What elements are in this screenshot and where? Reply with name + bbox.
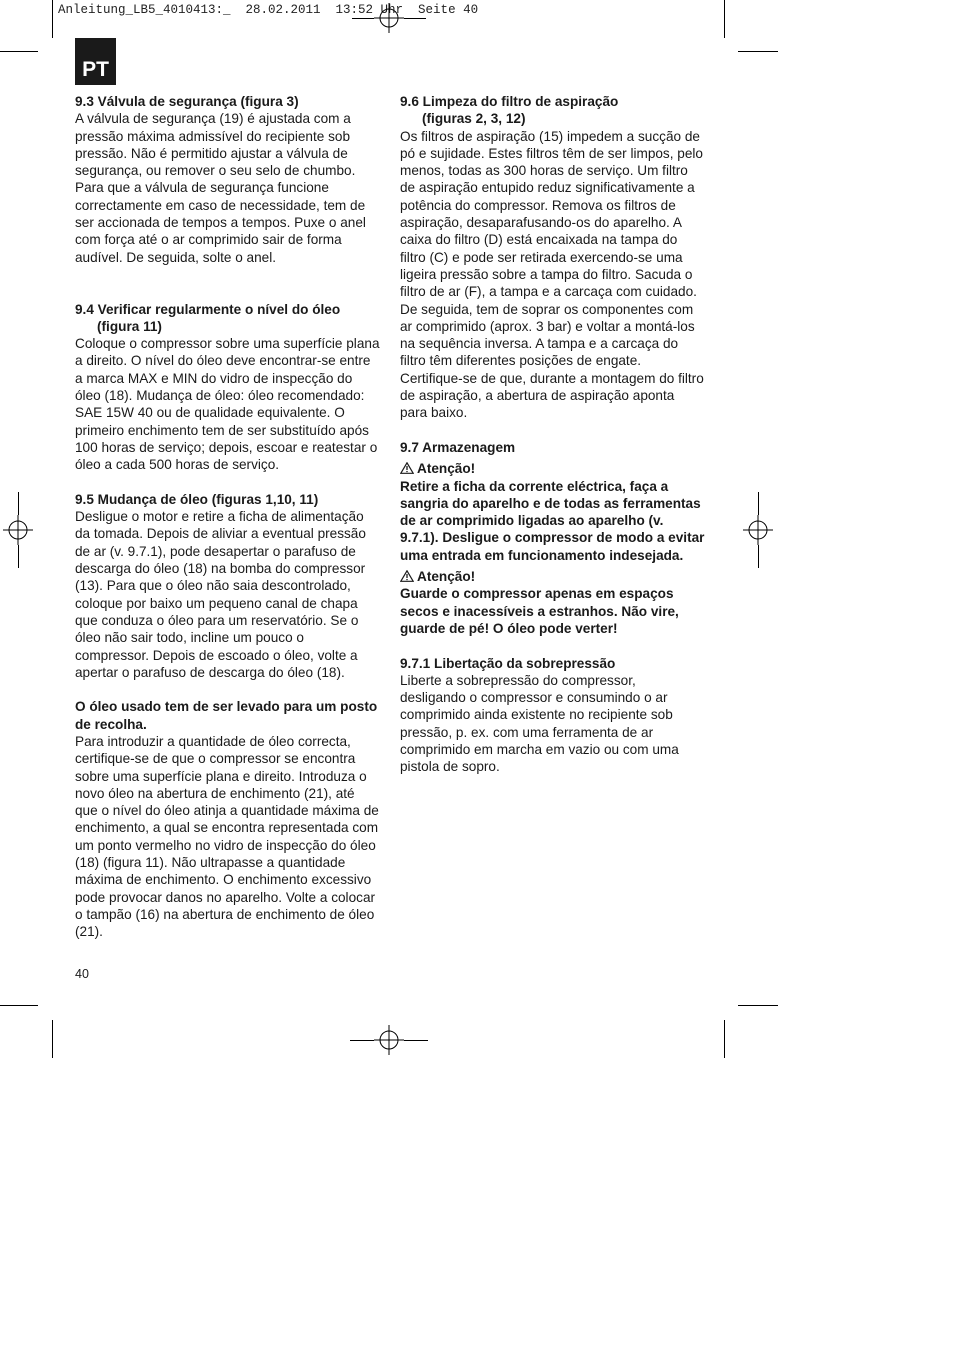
used-oil-notice: O óleo usado tem de ser levado para um posto de recolha. — [75, 699, 378, 732]
section-9-7-1-body: Liberte a sobrepressão do compressor, desligando o compressor e consumindo o ar comprimido ainda existente no recipiente sob pressão, p. ex. com uma ferramenta de ar comprimido em marcha em vazio ou com uma pistola de sopro. — [400, 672, 679, 775]
registration-line-top-right — [404, 18, 426, 19]
section-9-6-title — [400, 93, 705, 128]
section-9-6-body: Os filtros de aspiração (15) impedem a sucção de pó e sujidade. Estes filtros têm de ser limpos, pelo menos, todas as 300 horas de serviço. Um filtro de aspiração entupido reduz significativamente a potência do compressor. Remova os filtros de aspiração, desaparafusando-os do aparelho. A caixa do filtro (D) está encaixada na tampa do filtro (C) e pode ser retirada exercendo-se uma ligeira pressão sobre a tampa do filtro. Sacuda o filtro de ar (F), a tampa e a carcaça com cuidado. De seguida, tem de soprar os componentes com ar comprimido (aprox. 3 bar) e voltar a montá-los na sequência inversa. A tampa e a carcaça do filtro têm diferentes posições de engate. Certifique-se de que, durante a montagem do filtro de aspiração, a abertura de aspiração aponta para baixo. — [400, 128, 704, 421]
registration-line-left-v2 — [18, 545, 19, 568]
warning-1-label-text: Atenção! — [417, 461, 476, 477]
warning-1-label — [400, 460, 705, 477]
registration-line-bottom-right — [404, 1040, 428, 1041]
crop-mark-tl-v — [52, 0, 53, 38]
section-9-4-title-line2: (figura 11) — [97, 318, 162, 334]
section-9-5-body: Desligue o motor e retire a ficha de alimentação da tomada. Depois de aliviar a eventual pressão de ar (v. 9.7.1), pode desapertar o parafuso de descarga do óleo (18) na bomba do compressor (13). Para que o óleo não saia descontrolado, coloque por baixo um pequeno canal de chapa que conduza o óleo para um reservatório. Se o óleo não sair todo, incline um pouco o compressor. Depois de escoado o óleo, volte a apertar o parafuso de descarga do óleo (18). — [75, 509, 366, 680]
section-9-7-title: 9.7 Armazenagem — [400, 439, 516, 455]
warning-2-body: Guarde o compressor apenas em espaços secos e inacessíveis a estranhos. Não vire, guarde de pé! O óleo pode verter! — [400, 586, 679, 636]
crop-mark-tr-h — [738, 51, 778, 52]
section-9-6-title-line1: 9.6 Limpeza do filtro de aspiração — [400, 94, 619, 109]
crop-mark-tl-h — [0, 51, 38, 52]
warning-triangle-icon — [400, 570, 414, 582]
registration-line-bottom-left — [350, 1040, 374, 1041]
right-column — [400, 93, 705, 776]
section-9-6-title-line2: (figuras 2, 3, 12) — [422, 111, 526, 127]
registration-mark-bottom-icon — [374, 1025, 404, 1055]
warning-2-label-text: Atenção! — [417, 569, 476, 585]
registration-line-left-v — [18, 492, 19, 515]
crop-mark-tr-v — [724, 0, 725, 38]
section-9-4-title — [75, 301, 380, 336]
section-9-7-1-title: 9.7.1 Libertação da sobrepressão — [400, 655, 616, 671]
language-badge: PT — [75, 38, 116, 85]
crop-mark-br-h — [738, 1005, 778, 1006]
page-number: 40 — [75, 967, 89, 981]
registration-line-right-v — [758, 492, 759, 515]
print-slug: Anleitung_LB5_4010413:_ 28.02.2011 13:52 Uhr Seite 40 — [58, 3, 479, 17]
section-9-3-body: A válvula de segurança (19) é ajustada com a pressão máxima admissível do recipiente sob pressão. Não é permitido ajustar a válvula de segurança, ou remover o seu selo de chumbo. Para que a válvula de segurança funcione correctamente em caso de necessidade, tem de ser accionada de tempos a tempos. Puxe o anel com força até o ar comprimido sair de forma audível. De seguida, solte o anel. — [75, 111, 366, 265]
crop-mark-bl-h — [0, 1005, 38, 1006]
registration-mark-top-icon — [374, 3, 404, 33]
used-oil-body: Para introduzir a quantidade de óleo correcta, certifique-se de que o compressor se encontra sobre uma superfície plana e direito. Introduza o novo óleo na abertura de enchimento (21), até que o nível do óleo atinja a quantidade máxima de enchimento, a qual se encontra representada com um ponto vermelho no vidro de inspecção do óleo (18) (figura 11). Não ultrapasse a quantidade máxima de enchimento. O enchimento excessivo pode provocar danos no aparelho. Volte a colocar o tampão (16) na abertura de enchimento de óleo (21). — [75, 733, 379, 940]
registration-mark-left-icon — [3, 515, 33, 545]
crop-mark-bl-v — [52, 1020, 53, 1058]
section-9-5-title: 9.5 Mudança de óleo (figuras 1,10, 11) — [75, 491, 319, 507]
warning-2-label — [400, 568, 705, 585]
left-column — [75, 93, 380, 941]
registration-line-top-left — [352, 18, 374, 19]
section-9-3-title: 9.3 Válvula de segurança (figura 3) — [75, 94, 299, 109]
registration-mark-right-icon — [743, 515, 773, 545]
warning-triangle-icon — [400, 462, 414, 474]
registration-line-right-v2 — [758, 545, 759, 568]
crop-mark-br-v — [724, 1020, 725, 1058]
warning-1-body: Retire a ficha da corrente eléctrica, faça a sangria do aparelho e de todas as ferramentas de ar comprimido ligadas ao aparelho (v. 9.7.1). Desligue o compressor de modo a evitar uma entrada em funcionamento indesejada. — [400, 478, 705, 563]
section-9-4-body: Coloque o compressor sobre uma superfície plana a direito. O nível do óleo deve encontrar-se entre a marca MAX e MIN do vidro de inspecção do óleo (18). Mudança de óleo: óleo recomendado: SAE 15W 40 ou de qualidade equivalente. O primeiro enchimento tem de ser substituído após 100 horas de serviço; depois, escoar e reatestar o óleo a cada 500 horas de serviço. — [75, 336, 380, 473]
section-9-4-title-line1: 9.4 Verificar regularmente o nível do óleo — [75, 301, 341, 317]
